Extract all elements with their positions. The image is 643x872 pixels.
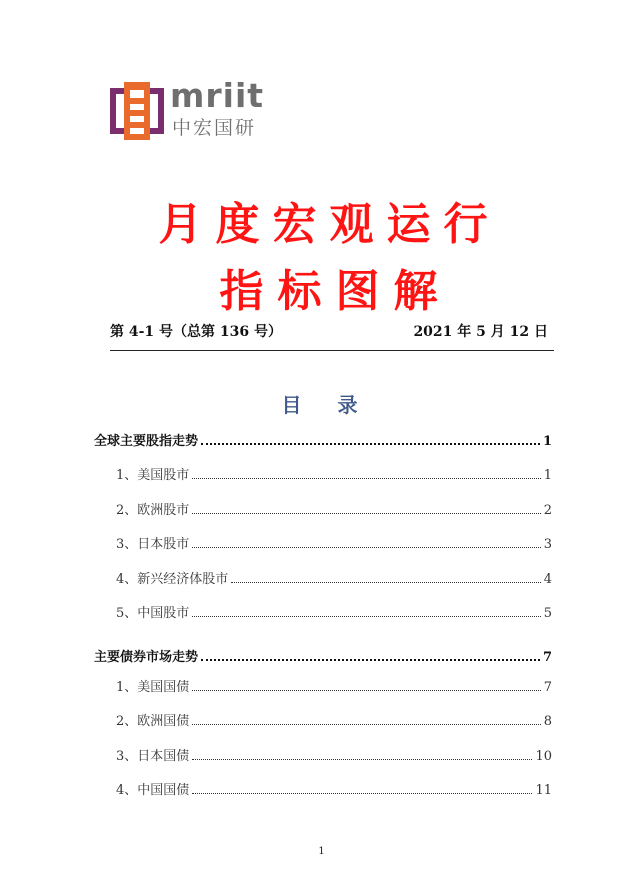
toc-entry-page: 7	[542, 650, 552, 665]
toc-entry[interactable]	[116, 602, 552, 621]
toc-entry-label: 3、日本股市	[116, 537, 190, 552]
toc-entry-label: 4、新兴经济体股市	[116, 572, 229, 587]
report-title-line-2: 指标图解	[219, 266, 452, 317]
toc-entry-page: 2	[543, 503, 552, 518]
toc-entry[interactable]	[116, 464, 552, 483]
toc-entry[interactable]	[116, 779, 552, 798]
issue-number: 第 4-1 号（总第 136 号）	[110, 324, 283, 340]
toc-heading-char-2: 录	[337, 393, 362, 417]
toc-entry[interactable]	[116, 533, 552, 552]
toc-entry-label: 主要债券市场走势	[94, 650, 199, 665]
toc-entry-label: 3、日本国债	[116, 749, 190, 764]
toc-entry-page: 5	[543, 606, 552, 621]
header-divider	[110, 350, 554, 351]
toc-entry-label: 4、中国国债	[116, 783, 190, 798]
page-number: 1	[318, 846, 325, 857]
toc-leader	[192, 513, 540, 514]
logo-cn-text: 中宏国研	[172, 117, 257, 139]
toc-entry-page: 10	[535, 749, 552, 764]
mriit-logo	[110, 76, 270, 142]
toc-entry-label: 1、美国股市	[116, 468, 190, 483]
toc-leader	[231, 582, 540, 583]
toc-leader	[192, 478, 540, 479]
toc-leader	[192, 690, 540, 691]
toc-heading	[0, 389, 643, 418]
toc-entry-page: 7	[543, 680, 552, 695]
toc-entry-label: 2、欧洲股市	[116, 503, 190, 518]
toc-entry-label: 全球主要股指走势	[94, 434, 199, 449]
toc-entry-page: 4	[543, 572, 552, 587]
toc-entry-label: 5、中国股市	[116, 606, 190, 621]
toc-leader	[201, 659, 540, 661]
toc-leader	[192, 724, 540, 725]
toc-entry[interactable]	[116, 676, 552, 695]
logo-mark-icon	[110, 82, 164, 140]
toc-entry-page: 1	[543, 468, 552, 483]
toc-entry[interactable]	[116, 499, 552, 518]
toc-leader	[192, 547, 540, 548]
toc-leader	[201, 443, 540, 445]
toc-entry[interactable]	[94, 646, 552, 665]
toc-entry[interactable]	[116, 710, 552, 729]
toc-entry-page: 1	[542, 434, 552, 449]
toc-entry-page: 8	[543, 714, 552, 729]
toc-entry-page: 11	[535, 783, 552, 798]
toc-entry-label: 1、美国国债	[116, 680, 190, 695]
toc-entry[interactable]	[94, 430, 552, 449]
issue-date: 2021 年 5 月 12 日	[413, 324, 548, 340]
toc-heading-char-1: 目	[281, 393, 306, 417]
toc-entry[interactable]	[116, 568, 552, 587]
toc-leader	[192, 793, 532, 794]
logo-brand-text: mriit	[170, 76, 265, 115]
toc-leader	[192, 759, 532, 760]
toc-entry-page: 3	[543, 537, 552, 552]
toc-entry-label: 2、欧洲国债	[116, 714, 190, 729]
report-title-line-1: 月度宏观运行	[158, 199, 501, 250]
toc-leader	[192, 616, 540, 617]
toc-entry[interactable]	[116, 745, 552, 764]
